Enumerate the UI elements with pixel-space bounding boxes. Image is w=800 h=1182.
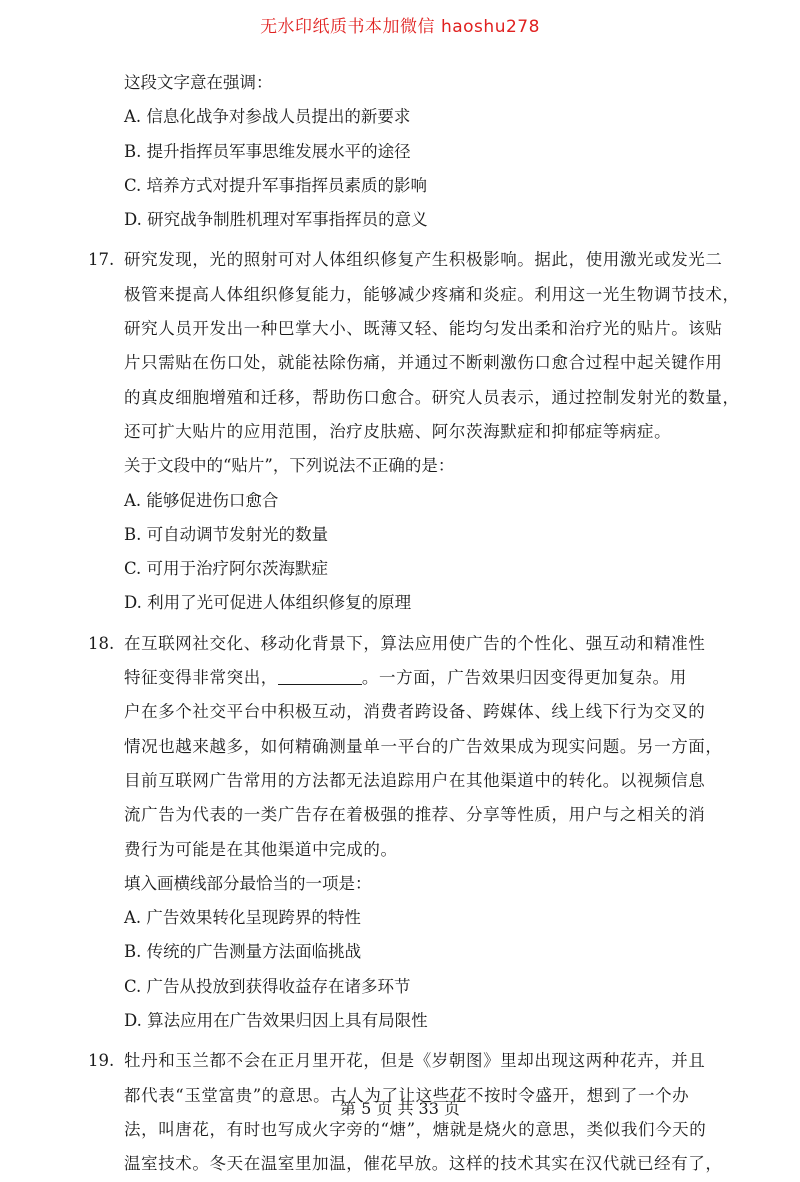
paragraph-line: 情况也越来越多，如何精确测量单一平台的广告效果成为现实问题。另一方面， [124,736,723,756]
paragraph-line: 流广告为代表的一类广告存在着极强的推荐、分享等性质，用户与之相关的消 [124,805,706,825]
option-a: A. 广告效果转化呈现跨界的特性 [124,908,361,928]
paragraph-line: 法，叫唐花，有时也写成火字旁的“煻”，煻就是烧火的意思，类似我们今天的 [124,1119,707,1139]
paragraph-line: 在互联网社交化、移动化背景下，算法应用使广告的个性化、强互动和精准性 [124,633,706,653]
option-b: B. 传统的广告测量方法面临挑战 [124,942,362,962]
option-c: C. 培养方式对提升军事指挥员素质的影响 [124,175,428,195]
paragraph-line: 片只需贴在伤口处，就能祛除伤痛，并通过不断刺激伤口愈合过程中起关键作用 [124,353,723,373]
option-d: D. 研究战争制胜机理对军事指挥员的意义 [124,210,428,230]
paragraph-line [124,661,728,695]
question-number: 18. [88,633,115,653]
question-prompt: 关于文段中的“贴片”，下列说法不正确的是： [124,456,455,476]
paragraph-line: 的真皮细胞增殖和迁移，帮助伤口愈合。研究人员表示，通过控制发射光的数量， [124,387,740,407]
paragraph-line: 目前互联网广告常用的方法都无法追踪用户在其他渠道中的转化。以视频信息 [124,770,706,790]
text-after-blank: 。一方面，广告效果归因变得更加复杂。用 [361,668,687,688]
paragraph-line: 研究发现，光的照射可对人体组织修复产生积极影响。据此，使用激光或发光二 [124,250,723,270]
option-b: B. 提升指挥员军事思维发展水平的途径 [124,141,411,161]
option-d: D. 算法应用在广告效果归因上具有局限性 [124,1011,428,1031]
question-18 [88,627,728,1039]
paragraph-line: 温室技术。冬天在温室里加温，催花早放。这样的技术其实在汉代就已经有了， [124,1154,723,1174]
question-16 [88,66,728,237]
fill-in-blank [278,666,362,685]
page-content [88,66,740,1182]
paragraph-line: 费行为可能是在其他渠道中完成的。 [124,839,398,859]
option-b: B. 可自动调节发射光的数量 [124,524,329,544]
text-before-blank: 特征变得非常突出， [124,668,278,688]
question-number: 17. [88,250,115,270]
paragraph-line: 极管来提高人体组织修复能力，能够减少疼痛和炎症。利用这一光生物调节技术， [124,284,740,304]
question-17 [88,243,740,620]
paragraph-line: 牡丹和玉兰都不会在正月里开花，但是《岁朝图》里却出现这两种花卉，并且 [124,1051,706,1071]
question-prompt: 这段文字意在强调： [124,73,273,92]
watermark: 无水印纸质书本加微信 haoshu278 [260,17,540,37]
option-a: A. 信息化战争对参战人员提出的新要求 [124,107,411,127]
paragraph-line: 还可扩大贴片的应用范围，治疗皮肤癌、阿尔茨海默症和抑郁症等病症。 [124,421,672,441]
question-number: 19. [88,1051,115,1071]
paragraph-line: 都代表“玉堂富贵”的意思。古人为了让这些花不按时令盛开，想到了一个办 [124,1085,690,1105]
question-prompt: 填入画横线部分最恰当的一项是： [124,873,372,893]
paragraph-line: 户在多个社交平台中积极互动，消费者跨设备、跨媒体、线上线下行为交叉的 [124,702,706,722]
option-d: D. 利用了光可促进人体组织修复的原理 [124,593,412,613]
option-a: A. 能够促进伤口愈合 [124,490,279,510]
page-footer: 第 5 页 共 33 页 [340,1099,460,1118]
option-c: C. 广告从投放到获得收益存在诸多环节 [124,976,411,996]
option-c: C. 可用于治疗阿尔茨海默症 [124,559,329,579]
paragraph-line: 研究人员开发出一种巴掌大小、既薄又轻、能均匀发出柔和治疗光的贴片。该贴 [124,319,723,339]
